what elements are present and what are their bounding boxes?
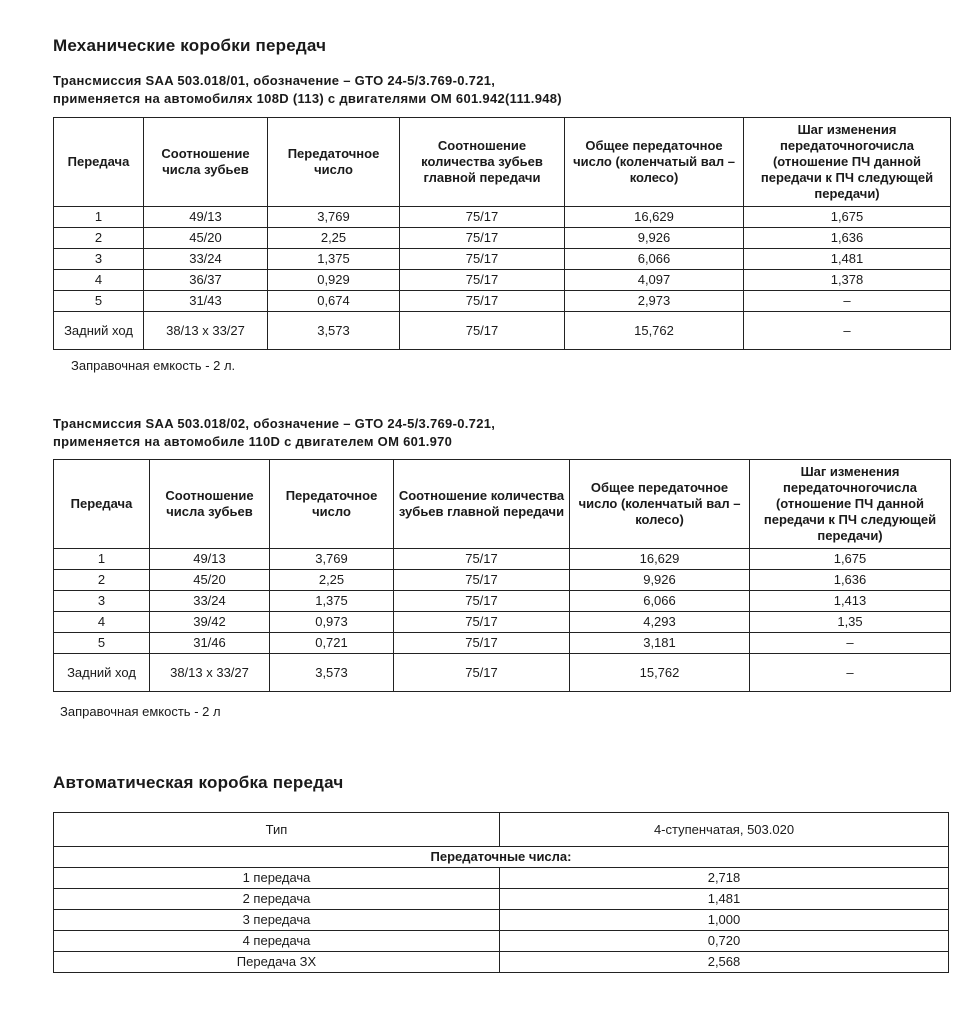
header-teeth-ratio: Соотношение числа зубьев — [150, 460, 270, 549]
automatic-section-title: Автоматическая коробка передач — [53, 773, 344, 792]
cell: 15,762 — [570, 654, 750, 692]
cell: 9,926 — [565, 228, 744, 249]
cell: – — [744, 291, 951, 312]
header-overall-ratio: Общее передаточное число (коленчатый вал – колесо) — [570, 460, 750, 549]
cell: 75/17 — [400, 291, 565, 312]
cell: 6,066 — [565, 249, 744, 270]
transmission1-capacity-note: Заправочная емкость - 2 л. — [71, 358, 236, 373]
gear-ratio: 2,568 — [500, 952, 949, 973]
cell: 4,097 — [565, 270, 744, 291]
transmission1-caption-line2: применяется на автомобилях 108D (113) с двигателями OM 601.942(111.948) — [53, 91, 562, 106]
gear-ratio: 1,481 — [500, 889, 949, 910]
cell: 75/17 — [400, 228, 565, 249]
cell: – — [750, 633, 951, 654]
cell: 1,636 — [750, 570, 951, 591]
cell: 75/17 — [400, 270, 565, 291]
cell: 5 — [54, 633, 150, 654]
table-row — [54, 654, 951, 692]
table-row — [54, 207, 951, 228]
cell: 36/37 — [144, 270, 268, 291]
table-header-row — [54, 460, 951, 549]
table-row — [54, 910, 949, 931]
cell: 0,929 — [268, 270, 400, 291]
cell: 16,629 — [565, 207, 744, 228]
transmission2-caption-line2: применяется на автомобиле 110D с двигателем OM 601.970 — [53, 434, 453, 449]
cell: 4 — [54, 270, 144, 291]
cell: 2 — [54, 570, 150, 591]
cell: 75/17 — [400, 312, 565, 350]
cell: 0,674 — [268, 291, 400, 312]
type-label: Тип — [54, 813, 500, 847]
cell: 1,636 — [744, 228, 951, 249]
cell: 39/42 — [150, 612, 270, 633]
cell: 0,973 — [270, 612, 394, 633]
header-gear: Передача — [54, 118, 144, 207]
transmission1-caption — [53, 72, 562, 108]
type-value: 4-ступенчатая, 503.020 — [500, 813, 949, 847]
cell: 16,629 — [570, 549, 750, 570]
header-final-drive: Соотношение количества зубьев главной передачи — [400, 118, 565, 207]
table-row — [54, 931, 949, 952]
cell: – — [750, 654, 951, 692]
cell: 1 — [54, 207, 144, 228]
cell: 1,481 — [744, 249, 951, 270]
cell: 75/17 — [394, 654, 570, 692]
cell: Задний ход — [54, 654, 150, 692]
cell: 75/17 — [394, 633, 570, 654]
header-teeth-ratio: Соотношение числа зубьев — [144, 118, 268, 207]
header-gear-ratio: Передаточное число — [268, 118, 400, 207]
table-row — [54, 270, 951, 291]
gear-ratio: 0,720 — [500, 931, 949, 952]
cell: 38/13 x 33/27 — [150, 654, 270, 692]
transmission1-table — [53, 117, 951, 350]
header-final-drive: Соотношение количества зубьев главной передачи — [394, 460, 570, 549]
transmission2-caption-line1: Трансмиссия SAA 503.018/02, обозначение – GTO 24-5/3.769-0.721, — [53, 416, 496, 431]
transmission1-caption-line1: Трансмиссия SAA 503.018/01, обозначение – GTO 24-5/3.769-0.721, — [53, 73, 496, 88]
cell: 75/17 — [394, 549, 570, 570]
cell: 15,762 — [565, 312, 744, 350]
cell: 6,066 — [570, 591, 750, 612]
cell: 2,25 — [270, 570, 394, 591]
cell: 1,375 — [270, 591, 394, 612]
table-row — [54, 291, 951, 312]
cell: 3,769 — [270, 549, 394, 570]
table-row — [54, 570, 951, 591]
cell: 3 — [54, 249, 144, 270]
header-overall-ratio: Общее передаточное число (коленчатый вал – колесо) — [565, 118, 744, 207]
table-row-type — [54, 813, 949, 847]
table-header-row — [54, 118, 951, 207]
header-ratio-step: Шаг изменения передаточногочисла (отношение ПЧ данной передачи к ПЧ следующей передачи) — [744, 118, 951, 207]
cell: 4 — [54, 612, 150, 633]
gear-ratio: 1,000 — [500, 910, 949, 931]
cell: – — [744, 312, 951, 350]
table-row — [54, 312, 951, 350]
gear-label: 3 передача — [54, 910, 500, 931]
cell: 3,769 — [268, 207, 400, 228]
header-ratio-step: Шаг изменения передаточногочисла (отношение ПЧ данной передачи к ПЧ следующей передачи) — [750, 460, 951, 549]
table-row — [54, 952, 949, 973]
cell: 49/13 — [150, 549, 270, 570]
gear-label: 4 передача — [54, 931, 500, 952]
cell: 3 — [54, 591, 150, 612]
header-gear-ratio: Передаточное число — [270, 460, 394, 549]
table-row-ratios-header — [54, 847, 949, 868]
cell: 38/13 x 33/27 — [144, 312, 268, 350]
cell: 1,375 — [268, 249, 400, 270]
cell: 75/17 — [394, 612, 570, 633]
transmission2-table — [53, 459, 951, 692]
cell: 1,675 — [744, 207, 951, 228]
cell: 33/24 — [144, 249, 268, 270]
table-row — [54, 889, 949, 910]
gear-ratio: 2,718 — [500, 868, 949, 889]
cell: 1,378 — [744, 270, 951, 291]
cell: 3,573 — [268, 312, 400, 350]
table-row — [54, 591, 951, 612]
cell: Задний ход — [54, 312, 144, 350]
cell: 1,675 — [750, 549, 951, 570]
cell: 1,35 — [750, 612, 951, 633]
cell: 75/17 — [400, 207, 565, 228]
cell: 0,721 — [270, 633, 394, 654]
transmission2-caption — [53, 415, 495, 451]
cell: 31/46 — [150, 633, 270, 654]
cell: 33/24 — [150, 591, 270, 612]
table-row — [54, 249, 951, 270]
cell: 2,25 — [268, 228, 400, 249]
cell: 3,573 — [270, 654, 394, 692]
cell: 45/20 — [150, 570, 270, 591]
manual-section-title: Механические коробки передач — [53, 36, 327, 55]
cell: 75/17 — [394, 591, 570, 612]
table-row — [54, 549, 951, 570]
gear-label: Передача ЗХ — [54, 952, 500, 973]
table-row — [54, 633, 951, 654]
cell: 2 — [54, 228, 144, 249]
gear-label: 2 передача — [54, 889, 500, 910]
gear-label: 1 передача — [54, 868, 500, 889]
cell: 3,181 — [570, 633, 750, 654]
cell: 75/17 — [400, 249, 565, 270]
transmission2-capacity-note: Заправочная емкость - 2 л — [60, 704, 221, 719]
cell: 4,293 — [570, 612, 750, 633]
cell: 1,413 — [750, 591, 951, 612]
cell: 1 — [54, 549, 150, 570]
cell: 75/17 — [394, 570, 570, 591]
cell: 31/43 — [144, 291, 268, 312]
cell: 9,926 — [570, 570, 750, 591]
cell: 5 — [54, 291, 144, 312]
header-gear: Передача — [54, 460, 150, 549]
table-row — [54, 228, 951, 249]
cell: 45/20 — [144, 228, 268, 249]
ratios-header: Передаточные числа: — [54, 847, 949, 868]
cell: 49/13 — [144, 207, 268, 228]
table-row — [54, 612, 951, 633]
automatic-transmission-table — [53, 812, 949, 973]
cell: 2,973 — [565, 291, 744, 312]
table-row — [54, 868, 949, 889]
